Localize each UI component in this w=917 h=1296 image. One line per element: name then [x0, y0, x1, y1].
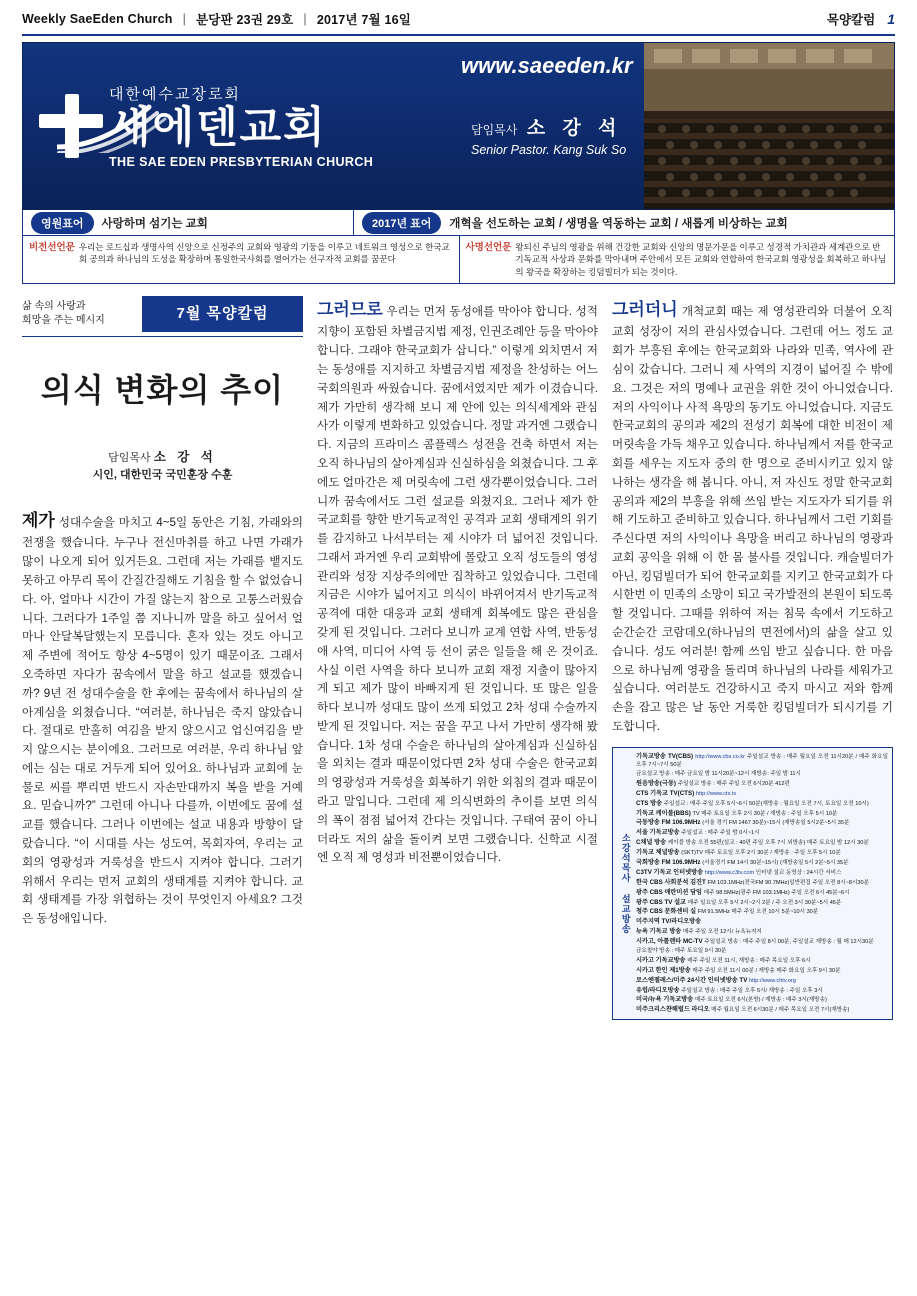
masthead-section: 목양칼럼	[826, 13, 876, 27]
vision-label: 비전선언문	[29, 242, 75, 253]
masthead-separator-2: |	[303, 12, 307, 26]
paragraph-2-leadword: 그러므로	[317, 299, 383, 319]
broadcast-line-detail: (서울 경기 FM 1467 30분)~15시 (재방송일 5시2분~5시 35분	[702, 820, 850, 827]
broadcast-schedule-box	[612, 747, 893, 1021]
broadcast-line	[636, 799, 888, 808]
broadcast-line	[636, 868, 888, 877]
column-2	[317, 296, 598, 1020]
website-url[interactable]: www.saeeden.kr	[461, 53, 633, 78]
broadcast-line	[636, 878, 888, 887]
vision-mission-row	[22, 236, 895, 284]
church-name-kr: 새에덴교회	[109, 103, 327, 152]
title-divider	[22, 336, 303, 337]
broadcast-line-detail: 주일설교 방송 : 매주 주일 오전 6시20분 412편	[677, 780, 790, 787]
broadcast-line-detail: 매주 주일 오전 11시, 재방송 : 매주 목요일 오후 6시	[687, 957, 811, 964]
page-number: 1	[887, 11, 895, 27]
article-paragraph-1	[22, 507, 303, 929]
article-columns	[22, 296, 895, 1020]
broadcast-line-title: 기독교 체널방송	[636, 849, 682, 857]
pastor-block	[471, 113, 644, 157]
year-slogan-tag: 2017년 표어	[362, 212, 441, 234]
pastor-name-en: Senior Pastor. Kang Suk So	[471, 143, 627, 157]
broadcast-line-title: 서울 기독교방송	[636, 829, 682, 837]
eternal-slogan-text: 사랑하며 섬기는 교회	[101, 217, 208, 230]
byline-subtitle: 시인, 대한민국 국민훈장 수훈	[92, 469, 233, 482]
denomination-label: 대한예수교장로회	[109, 85, 241, 103]
swoosh-graphic	[57, 101, 177, 153]
broadcast-line	[636, 809, 888, 818]
banner-logo-area	[23, 43, 453, 209]
broadcast-side-label: 소강석목사 설교방송	[620, 832, 631, 934]
column-1	[22, 296, 303, 1020]
broadcast-line-detail: 매주 98.5MHz(광주 FM 103.1MHz) 주일 오전 6시 45분~6시	[703, 889, 850, 896]
broadcast-line-title: 미주크리스챤해럴드 라디오	[636, 1006, 712, 1014]
broadcast-line-detail: 케이블 방송 오전 55편(설교 : 40편 주일 오후 7시 외방송) 매주 토요일 밤 12시 30분	[667, 840, 869, 847]
broadcast-line	[636, 838, 888, 847]
mission-block	[459, 236, 895, 283]
broadcast-line-title: 시카고 한인 제1방송	[636, 966, 693, 974]
broadcast-line	[636, 986, 888, 995]
broadcast-line	[636, 818, 888, 827]
masthead-separator-1: |	[182, 12, 187, 26]
paragraph-3-leadword: 그러더니	[612, 299, 678, 319]
broadcast-line-title: C3TV 기독교 인터넷방송	[636, 868, 705, 876]
broadcast-line-detail: 매주 토요일 오전 6시(본방) / 재방송 : 매주 3시(재방송)	[694, 997, 827, 1004]
broadcast-line-title: 기독교 케이블(BBS)	[636, 809, 693, 817]
broadcast-line-title: 한국 CBS 사회분석 김진T	[636, 878, 708, 886]
broadcast-line-title: 미국/뉴욕 기독교방송	[636, 996, 695, 1004]
kicker-line-2: 희망을 주는 메시지	[22, 314, 105, 326]
broadcast-line-title: 원음방송(극동)	[636, 779, 678, 787]
column-3	[612, 296, 893, 1020]
paragraph-3-body: 개척교회 때는 제 영성관리와 더불어 오직 교회 성장이 저의 관심사였습니다. 그런데 어느 정도 교회가 부흥된 후에는 한국교회와 나라와 민족, 역사에 관심이 갔습니다. 그러니 제 사역의 지경이 넓어질 수 밖에요. 그것은 저의 명예나 교권을 위한 것이 아니었습니다. 저의 사익이나 사적 욕망의 동기도 아니었습니다. 지금도 한국교회의 공의과 제2의 전성기 회복에 대한 비전이 제 머릿속을 가득 채우고 있습니다. 하나님께서 저를 한국교회를 세우는 지도자 중의 한 명으로 준비시키고 있지 않나하는 생각을 해 봅니다. 아니, 저 자신도 정말 한국교회 공의과 제2의 부흥을 위해 쓰임 받는 지도자가 되기를 위해 기도하고 준비하고 있습니다. 하나님께서 그런 기회를 주신다면 저의 사익이나 욕망을 버리고 하나님의 영광과 교회 공익을 위해 이 한 몸 불사를 것입니다. 캐슬빌더가아닌, 킹덤빌더가 되어 한국교회를 지키고 한국교회가 다시한번 이 민족의 소망이 되고 국가발전의 본원이 되도록 할 것입니다. 그때를 위하여 저는 침묵 속에서 기도하고 순간순간 코람데오(하나님의 면전에서)의 삶을 살고 있습니다. 성도 여러분! 함께 쓰임 받고 싶습니다. 한 마음으로 하나님께 영광을 돌리며 하나님의 나라를 세워가고 싶습니다. 여러분도 건강하시고 죽지 마시고 저와 함께 손을 잡고 많은 날 동안 거룩한 킹덤빌더가 되시기를 기도합니다.	[612, 304, 893, 733]
broadcast-line-title: 극동방송 FM 106.9MHz	[636, 819, 703, 827]
kicker-line-1: 삶 속의 사랑과	[22, 301, 86, 313]
broadcast-line-title: CTS 방송	[636, 799, 664, 807]
broadcast-line-title: 광주 CBS TV 설교	[636, 898, 688, 906]
broadcast-line	[636, 752, 888, 770]
congregation-photo	[644, 43, 894, 209]
pastor-name-kr: 소 강 석	[526, 118, 623, 139]
article-paragraph-2	[317, 296, 598, 868]
paragraph-1-body: 성대수술을 마치고 4~5일 동안은 기침, 가래와의 전쟁을 했습니다. 누구나 전신마취를 하고 나면 가래가 많이 나오게 되어 있거든요. 그런데 저는 가래를 뱉지도 못하고 아무리 목이 간질간질해도 기침을 할 수 없었습니다. 아, 얼마나 시간이 가질 않는지 참으로 고통스러웠습니다. 그러다가 1주일 쯤 지나니까 말을 하고 싶어서 얼마나 안달복달했는지 모릅니다. 혼자 있는 것도 아니고 제 주변에 적어도 항상 4~5명이 있기 때문이죠. 그래서 오죽하면 자다가 꿈속에서 말을 하고 설교를 했겠습니까? 9년 전 성대수술을 한 후에는 꿈속에서 하나님의 살아계심을 외쳤습니다. “여러분, 하나님은 죽지 않았습니다. 절대로 만홀히 여김을 받지 않으시고 업신여김을 받지 않으시는 분이에요. 그러므로 여러분, 우리 하나님 앞에는 심는 대로 거두게 되어 있어요. 하나님과 교회에 눈물로 씨를 뿌리면 반드시 자손만대까지 복을 받을 거예요. 믿습니까?” 그런데 아니나 다를까, 이번에도 꿈에 설교를 했습니다. 그러나 이번에는 설교 내용과 방향이 달랐습니다. “이 시대를 사는 성도여, 목회자여, 우리는 교회의 영광성과 거룩성을 반드시 지켜야 합니다. 그러기 위해서 우리는 먼저 교회의 생태계를 지켜야 합니다. 교회 생태계를 가장 위협하는 것이 무엇인지 아세요? 그것은 동성애입니다.	[22, 515, 303, 926]
broadcast-line	[636, 917, 888, 926]
masthead-date: 2017년 7월 16일	[316, 13, 412, 27]
broadcast-line-title: C채널 방송	[636, 839, 668, 847]
broadcast-line-title: 광주 CBS 애란미션 담임	[636, 888, 704, 896]
broadcast-line-detail: FM 91.5MHz 매주 주일 오전 10시 5분~10시 30분	[697, 909, 819, 916]
broadcast-line-title: 시카고 기독교방송	[636, 956, 688, 964]
broadcast-line-detail: 인터넷 설교 동영상 : 24시간 서비스	[755, 869, 842, 876]
broadcast-line-detail: 매주 주일 오전 11시 00분 / 재방송 매주 화요일 오후 9시 30분	[692, 967, 841, 974]
broadcast-line-title: 국회방송 FM 106.9MHz	[636, 858, 703, 866]
broadcast-line	[636, 888, 888, 897]
broadcast-line-detail: 주일설교 : 매주 주일 밤 0시~1시	[681, 830, 760, 837]
slogan-row	[22, 210, 895, 236]
broadcast-line	[636, 848, 888, 857]
broadcast-line-detail: (SKT)TV 매주 토요일 오후 2시 30분 / 재방송 : 주일 오후 5시 10분	[681, 850, 841, 857]
broadcast-line-title: 미주지역 TV/라디오방송	[636, 918, 702, 926]
broadcast-line-detail: 매주 일요일 오후 5시 2시~2시 2분 / 주 오전 3시 30분~5시 45분	[687, 899, 842, 906]
paragraph-2-body: 우리는 먼저 동성애를 막아야 합니다. 성적 지향이 포함된 차별금지법 제정, 인권조례안 등을 막아야 합니다. 그래야 한국교회가 삽니다.” 이렇게 외치면서 저는 동성애를 지지하고 차별금지법 제정을 찬성하는 어느 국회의원과 싸웠습니다. 꿈에서였지만 제가 이겼습니다. 제가 가만히 생각해 보니 제 안에 있는 의식세계와 관심사가 이렇게 변화하고 있었습니다. 정말 과거엔 그랬습니다. 지금의 프라미스 콤플렉스 성전을 건축 하면서 저는 오직 하나님의 살아계심과 신실하심을 외쳤습니다. 그 후에도 얼마간은 제 머릿속에 그런 생각뿐이었습니다. 그러니까 꿈속에서도 그런 설교를 외쳤지요. 그러나 제가 한국교회를 향한 반기독교적인 공격과 교회 생태계의 위기를 감지하고 나서부터는 제 시야가 더 넓어진 것입니다. 그래서 과거엔 우리 교회밖에 몰랐고 오직 성도들의 영성 관리와 성장 지상주의에만 집착하고 있었습니다. 그런데 지금은 시야가 넓어지고 의식이 바뀌어져서 반기독교적 공격에 대한 대응과 교회 생태계 회복에도 많은 관심을 갖게 된 것입니다. 그러다 보니까 교계 연합 사역, 반동성애 사역, 미디어 사역 등 선이 굵은 일들을 해 온 것이죠. 사실 이런 사역을 하다 보니까 교회 재정 지출이 많아지게 되고 제가 많이 바빠지게 된 것입니다. 또 많은 일을 하다 보니까 성대도 많이 쓰게 되었고 2차 성대 수술까지 받게 된 것입니다. 저는 꿈을 꾸고 나서 가만히 생각해 봤습니다. 1차 성대 수술은 하나님의 살아계심과 신실하심을 외치는 결과 때문이었다면 2차 성대 수술은 한국교회의 영광성과 거룩성을 회복하기 위한 외침의 결과 때문이라고 말입니다. 그런데 제 의식변화의 추이를 보면 의식의 폭이 점점 넓어져 간다는 것입니다. 구태여 꿈이 아니더라도 저의 삶을 돌이켜 보면 그랬습니다. 신학교 시절엔 오직 제 영성과 비전뿐이었습니다.	[317, 304, 598, 865]
broadcast-line-title: 시카고, 아틀랜타 MC-TV	[636, 938, 705, 946]
broadcast-line	[636, 976, 888, 985]
broadcast-line	[636, 858, 888, 867]
broadcast-line-url[interactable]: http://www.chtv.org	[749, 977, 796, 984]
broadcast-line	[636, 927, 888, 936]
byline-role: 담임목사	[108, 451, 151, 464]
mission-label: 사명선언문	[465, 242, 512, 253]
broadcast-line-url[interactable]: http://www.cts.tv	[695, 790, 737, 797]
photo-graphic	[644, 43, 894, 209]
broadcast-line-title: 뉴욕 기독교 방송	[636, 928, 683, 936]
broadcast-line-detail: 주일설교 방송 : 매주 주일 8시 00분, 주일설교 재방송 : 월 매 12시30분	[704, 939, 874, 946]
broadcast-line	[636, 1005, 888, 1014]
broadcast-lines	[633, 752, 888, 1016]
broadcast-line-url[interactable]: http://www.c3tv.com	[704, 869, 756, 876]
broadcast-line-detail: 매주 월요일 오전 6시30분 / 매주 목요일 오전 7시(재방송)	[711, 1007, 850, 1014]
paragraph-1-leadword: 제가	[22, 510, 55, 530]
year-slogan	[353, 210, 894, 235]
broadcast-line	[636, 779, 888, 788]
column-kicker	[22, 296, 142, 332]
banner-info-area	[453, 43, 644, 209]
broadcast-line-title: 기독교방송 TV(CBS)	[636, 752, 696, 760]
pastor-role-label: 담임목사	[471, 123, 518, 137]
broadcast-line	[636, 789, 888, 798]
eternal-slogan-tag: 영원표어	[31, 212, 94, 234]
broadcast-line-detail: 주일설교 : 매주 주일 오후 5시~6시 50분(재방송 : 월요일 오전 7시, 토요일 오전 10시)	[663, 800, 869, 807]
masthead	[22, 10, 895, 36]
broadcast-line-detail: TV 매주 토요일 오후 2시 30분 / 재방송 : 주일 오후 5시 10분	[692, 810, 838, 817]
broadcast-line	[636, 947, 888, 955]
broadcast-line	[636, 898, 888, 907]
broadcast-line-title: 청주 CBS 문화센터 실	[636, 908, 698, 916]
byline-name: 소 강 석	[153, 449, 217, 464]
broadcast-line-detail: 금요설교 방송 : 매주 금요일 밤 11시20분~12시 재방송: 주일 밤 11시	[636, 770, 801, 777]
page-title: 의식 변화의 추이	[40, 371, 285, 408]
column-ribbon-label: 7월 목양칼럼	[142, 296, 303, 332]
broadcast-line-detail: 주일설교 방송 : 매주 월요일 오전 11시20분 / 매주 화요일 오후 7시~7시 50분	[636, 753, 888, 769]
church-name-en: THE SAE EDEN PRESBYTERIAN CHURCH	[109, 155, 374, 170]
year-slogan-text: 개혁을 선도하는 교회 / 생명을 역동하는 교회 / 새롭게 비상하는 교회	[449, 217, 788, 230]
vision-text: 우리는 로드십과 생명사역 신앙으로 신정주의 교회와 영광의 기둥을 이루고 네트워크 영성으로 한국교회 공의과 하나님의 도성을 확장하며 통일한국사회를 열어가는 선구자적 교회를 꿈꾼다	[78, 242, 450, 265]
broadcast-line-title: 로스앤젤레스/미주 24시간 인터넷방송 TV	[636, 976, 750, 984]
broadcast-line-detail: 주일설교 방송 : 매주 주일 오후 5시/ 재방송 : 주일 오후 3시	[681, 987, 823, 994]
byline	[22, 447, 303, 485]
broadcast-line	[636, 956, 888, 965]
eternal-slogan	[23, 212, 353, 234]
vision-block	[23, 236, 459, 283]
broadcast-line-detail: 금요철야 방송 : 매주 토요일 9시 30분	[636, 947, 727, 954]
broadcast-line	[636, 828, 888, 837]
broadcast-line-detail: FM 103.1MHz(전국FM 90.7MHz)일반편집 주일 오전 8시~8시30분	[707, 879, 870, 886]
broadcast-line-url[interactable]: http://www.cbs.co.kr	[695, 753, 747, 760]
church-banner	[22, 42, 895, 210]
broadcast-line-title: 유럽/라디오방송	[636, 986, 682, 994]
column-header-bar	[22, 296, 303, 332]
broadcast-line	[636, 907, 888, 916]
masthead-title: Weekly SaeEden Church	[22, 12, 173, 26]
masthead-issue: 분당판 23권 29호	[196, 13, 294, 27]
broadcast-line	[636, 937, 888, 946]
broadcast-line-detail: (서울경기 FM 14시 30분~15시) (재방송일 5시 2분~5시 35분	[702, 859, 849, 866]
broadcast-line	[636, 966, 888, 975]
article-paragraph-3	[612, 296, 893, 737]
broadcast-line-detail: 매주 주일 오전 12시/ 뉴욕뉴저지	[683, 929, 762, 936]
broadcast-line	[636, 995, 888, 1004]
broadcast-line-title: CTS 기독교 TV(CTS)	[636, 789, 696, 797]
mission-text: 왕되신 주님의 영광을 위해 건강한 교회와 신앙의 명문가문을 이루고 성경적 가치관과 세계관으로 반기독교적 사상과 문화를 막아내며 주안에서 모든 교회와 연합하여 한국교회 영광성을 회복하고 하나님의 왕국을 확장하는 킹덤빌더가 되는 것이다.	[515, 242, 887, 277]
broadcast-line	[636, 770, 888, 778]
